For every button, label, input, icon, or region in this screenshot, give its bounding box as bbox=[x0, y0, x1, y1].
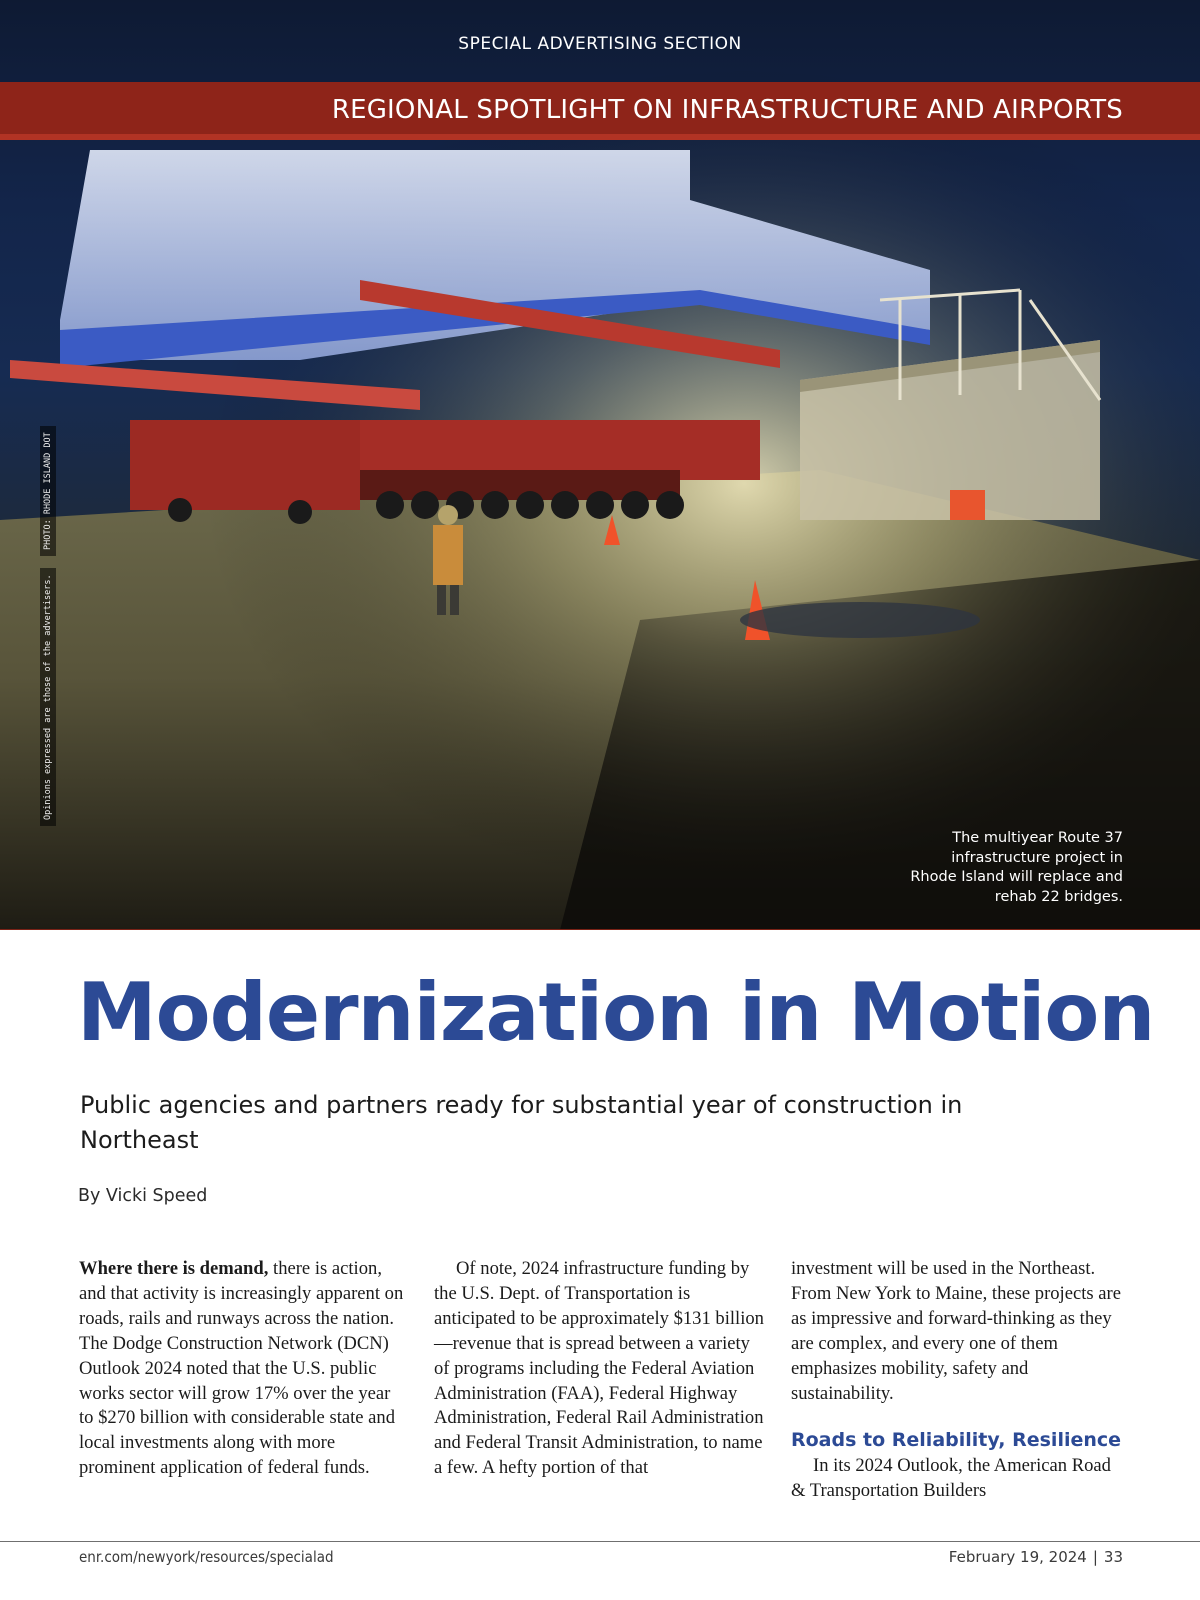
special-section-label: SPECIAL ADVERTISING SECTION bbox=[458, 34, 742, 54]
article-headline: Modernization in Motion bbox=[77, 966, 1155, 1059]
photo-caption: The multiyear Route 37 infrastructure project in Rhode Island will replace and rehab 22 bridges. bbox=[910, 830, 1123, 905]
footer-rule bbox=[0, 1541, 1200, 1542]
advertiser-disclaimer: Opinions expressed are those of the advertisers. bbox=[40, 568, 56, 826]
footer-url: enr.com/newyork/resources/specialad bbox=[79, 1548, 334, 1566]
paragraph-text: there is action, and that activity is increasingly apparent on roads, rails and runways across the nation. The Dodge Construction Network (DCN) Outlook 2024 noted that the U.S. public works sector will grow 17% over the year to $270 billion with considerable state and local investments along with more prominent application of federal funds. bbox=[79, 1258, 404, 1479]
footer-separator: | bbox=[1092, 1548, 1098, 1566]
article-byline: By Vicki Speed bbox=[78, 1186, 208, 1206]
footer-date-page bbox=[949, 1548, 1123, 1566]
paragraph: In its 2024 Outlook, the American Road & Transportation Builders bbox=[791, 1455, 1111, 1502]
article-column-1 bbox=[79, 1257, 409, 1481]
section-subhead: Roads to Reliability, Resilience bbox=[791, 1429, 1122, 1452]
lead-in: Where there is demand, bbox=[79, 1258, 269, 1279]
article-column-2 bbox=[434, 1257, 764, 1481]
page-number: 33 bbox=[1103, 1548, 1123, 1566]
issue-date: February 19, 2024 bbox=[948, 1548, 1087, 1566]
photo-credit: PHOTO: RHODE ISLAND DOT bbox=[40, 426, 56, 556]
paragraph bbox=[79, 1257, 409, 1481]
paragraph: investment will be used in the Northeast. From New York to Maine, these projects are as impressive and forward-thinking as they are complex, and every one of them emphasizes mobility, safety and sustainability. bbox=[791, 1258, 1121, 1404]
spotlight-banner bbox=[0, 82, 1200, 140]
spotlight-banner-text: REGIONAL SPOTLIGHT ON INFRASTRUCTURE AND AIRPORTS bbox=[331, 95, 1123, 125]
article-column-3 bbox=[791, 1257, 1121, 1504]
hero-bottom-rule bbox=[0, 929, 1200, 930]
article-dek: Public agencies and partners ready for substantial year of construction in Northeast bbox=[80, 1091, 963, 1154]
paragraph: Of note, 2024 infrastructure funding by the U.S. Dept. of Transportation is anticipated to be approximately $131 billion—revenue that is spread between a variety of programs including the Federal Aviation Administration (FAA), Federal Highway Administration, Federal Rail Administration and Federal Transit Administration, to name a few. A hefty portion of that bbox=[434, 1258, 764, 1479]
